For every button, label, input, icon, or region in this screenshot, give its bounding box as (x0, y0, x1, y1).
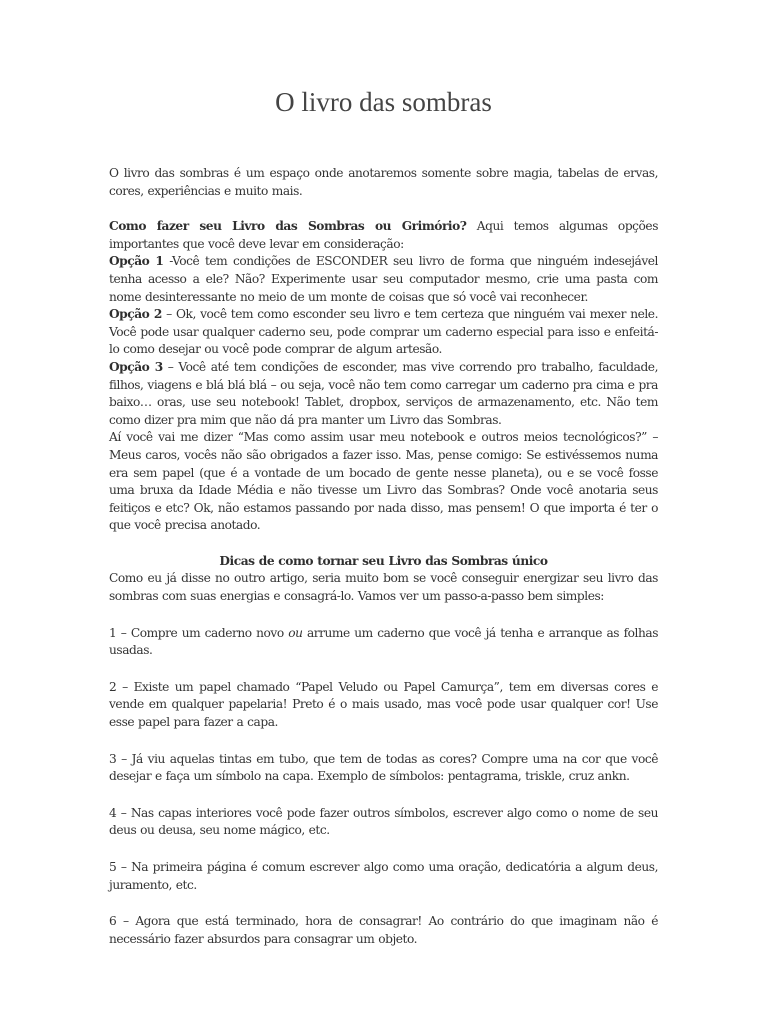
tips-intro-paragraph: Como eu já disse no outro artigo, seria muito bom se você conseguir energizar seu livro das sombras com suas energias e consagrá-lo. Vamos ver um passo-a-passo bem simples: (109, 571, 658, 604)
aside-paragraph: Aí você vai me dizer “Mas como assim usar meu notebook e outros meios tecnológicos?” – Meus caros, vocês não são obrigados a fazer isso. Mas, pense comigo: Se estivéssemos numa era sem papel (que é a vontade de um bocado de gente nesse planeta), ou e se você fosse uma bruxa da Idade Média e não tivesse um Livro das Sombras? Onde você anotaria seus feitiços e etc? Ok, não estamos passando por nada disso, mas pensem! O que importa é ter o que você precisa anotado. (109, 430, 658, 533)
step-5-paragraph: 5 – Na primeira página é comum escrever algo como uma oração, dedicatória a algum deus, juramento, etc. (109, 860, 658, 892)
option-2-paragraph (109, 306, 658, 359)
page-title: O livro das sombras (275, 87, 492, 117)
howto-paragraph (109, 218, 658, 253)
step-1-emphasis: ou (288, 625, 303, 640)
option-2-text: – Ok, você tem como esconder seu livro e tem certeza que ninguém vai mexer nele. Você pode usar qualquer caderno seu, pode comprar um caderno especial para isso e enfeitá-lo como desejar ou você pode comprar de algum artesão. (109, 307, 658, 357)
step-4-paragraph: 4 – Nas capas interiores você pode fazer outros símbolos, escrever algo como o nome de seu deus ou deusa, seu nome mágico, etc. (109, 805, 658, 838)
option-1-paragraph (109, 253, 658, 306)
option-1-text: -Você tem condições de ESCONDER seu livro de forma que ninguém indesejável tenha acesso a ele? Não? Experimente usar seu computador mesmo, crie uma pasta com nome desinteressante no meio de um monte de coisas que só você vai reconhecer. (109, 254, 658, 304)
option-3-paragraph (109, 359, 658, 429)
option-3-label: Opção 3 (109, 359, 163, 374)
step-1-paragraph (109, 625, 658, 660)
step-1-text-b: arrume um caderno que você já tenha e arranque as folhas usadas. (109, 625, 658, 658)
step-1-text-a: 1 – Compre um caderno novo (109, 625, 289, 640)
option-1-label: Opção 1 (109, 254, 164, 269)
intro-paragraph: O livro das sombras é um espaço onde anotaremos somente sobre magia, tabelas de ervas, cores, experiências e muito mais. (109, 166, 658, 198)
howto-text: Aqui temos algumas opções importantes que você deve levar em consideração: (109, 219, 658, 251)
step-3-paragraph: 3 – Já viu aquelas tintas em tubo, que tem de todas as cores? Compre uma na cor que você desejar e faça um símbolo na capa. Exemplo de símbolos: pentagrama, triskle, cruz ankn. (109, 751, 658, 784)
step-6-paragraph: 6 – Agora que está terminado, hora de consagrar! Ao contrário do que imaginam não é necessário fazer absurdos para consagrar um objeto. (109, 914, 658, 946)
step-2-paragraph: 2 – Existe um papel chamado “Papel Veludo ou Papel Camurça”, tem em diversas cores e vende em qualquer papelaria! Preto é o mais usado, mas você pode usar qualquer cor! Use esse papel para fazer a capa. (109, 679, 658, 730)
howto-heading: Como fazer seu Livro das Sombras ou Grimório? (109, 219, 467, 234)
option-3-text: – Você até tem condições de esconder, mas vive correndo pro trabalho, faculdade, filhos, viagens e blá blá blá – ou seja, você não tem como carregar um caderno pra cima e pra baixo… oras, use seu notebook! Tablet, dropbox, serviços de armazenamento, etc. Não tem como dizer pra mim que não dá pra manter um Livro das Sombras. (109, 359, 658, 427)
article-body (109, 165, 658, 948)
tips-heading-text: Dicas de como tornar seu Livro das Sombras único (219, 553, 548, 568)
option-2-label: Opção 2 (109, 307, 162, 322)
tips-heading (109, 553, 658, 571)
